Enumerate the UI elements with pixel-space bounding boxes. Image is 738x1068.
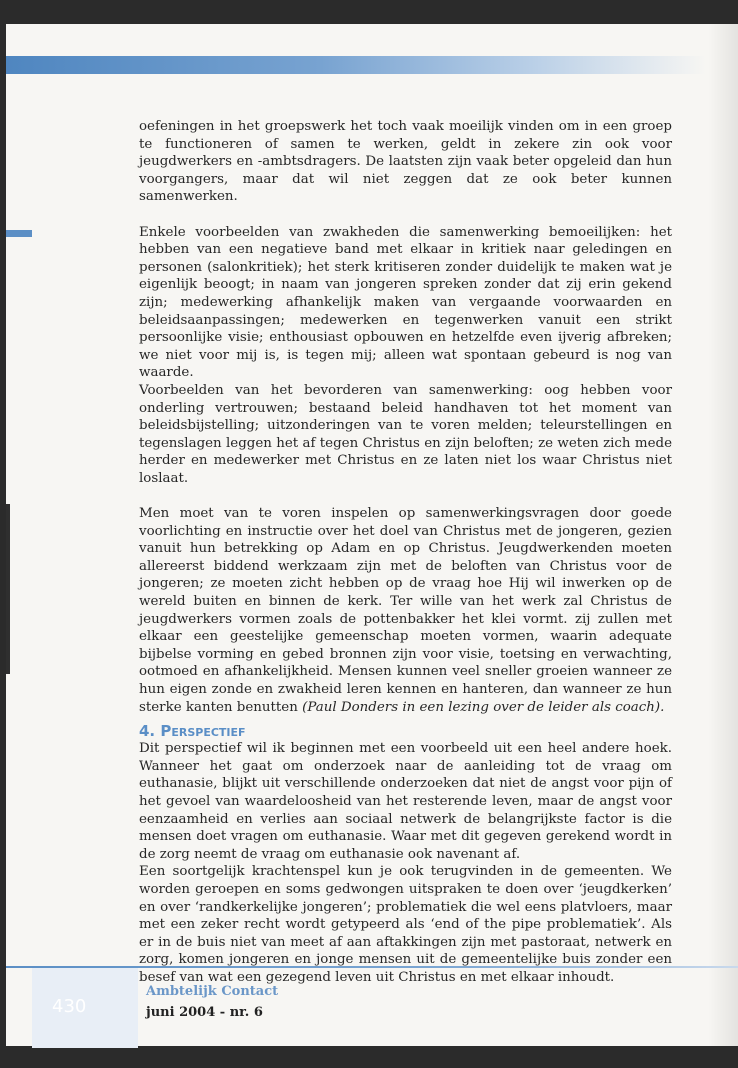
header-color-bar [6, 56, 706, 74]
left-margin-tab [6, 230, 32, 237]
perspective-paragraph-1: Dit perspectief wil ik beginnen met een voorbeeld uit een heel andere hoek. Wanneer het gaat om onderzoek naar de aanleiding tot de vraag om euthanasie, blijkt uit verschillende onderzoeken dat niet de angst voor pijn of het gevoel van waardeloosheid van het resterende leven, maar de angst voor eenzaamheid en verlies aan sociaal netwerk de belangrijkste factor is die mensen doet vragen om euthanasie. Waar met dit gegeven gerekend wordt in de zorg neemt de vraag om euthanasie ook navenant af. [139, 741, 672, 862]
weaknesses-paragraph: Enkele voorbeelden van zwakheden die samenwerking bemoeilijken: het hebben van een negatieve band met elkaar in kritiek naar geledingen en personen (salonkritiek); het sterk kritiseren zonder duidelijk te maken wat je eigenlijk beoogt; in naam van jongeren spreken zonder dat zij erin gekend zijn; medewerking afhankelijk maken van vergaande voorwaarden en beleidsaanpassingen; medewerken en tegenwerken vanuit een strikt persoonlijke visie; enthousiast opbouwen en hetzelfde even ijverig afbreken; we niet voor mij is, is tegen mij; alleen wat spontaan gebeurd is nog van waarde. [139, 224, 672, 381]
preparation-text: Men moet van te voren inspelen op samenwerkingsvragen door goede voorlichting en instructie over het doel van Christus met de jongeren, gezien vanuit hun betrekking op Adam en op Christus. Jeugdwerkenden moeten allereerst biddend werkzaam zijn met de beloften van Christus voor de jongeren; ze moeten zicht hebben op de vraag hoe Hij wil inwerken op de wereld buiten en binnen de kerk. Ter wille van het werk zal Christus de jeugdwerkers vormen zoals de pottenbakker het klei vormt. zij zullen met elkaar een geestelijke gemeenschap moeten vormen, waarin adequate bijbelse vorming en gebed bronnen zijn voor visie, toetsing en verwachting, ootmoed en afhankelijkheid. Mensen kunnen veel sneller groeien wanneer ze hun eigen zonde en zwakheid leren kennen en hanteren, dan wanneer ze hun sterke kanten benutten [139, 506, 672, 715]
spine-shadow [708, 24, 738, 1046]
citation: (Paul Donders in een lezing over de leider als coach). [302, 699, 665, 715]
section-heading: 4. Perspectief [139, 722, 246, 741]
promote-paragraph: Voorbeelden van het bevorderen van samenwerking: oog hebben voor onderling vertrouwen; bestaand beleid handhaven tot het moment van beleidsbijstelling; uitzonderingen van te voren melden; teleurstellingen en tegenslagen leggen het af tegen Christus en zijn beloften; ze weten zich mede herder en medewerker met Christus en ze laten niet los waar Christus niet loslaat. [139, 382, 672, 486]
issue-info: juni 2004 - nr. 6 [146, 1005, 263, 1020]
intro-paragraph: oefeningen in het groepswerk het toch vaak moeilijk vinden om in een groep te functioneren of samen te werken, geldt in zekere zin ook voor jeugdwerkers en -ambtsdragers. De laatsten zijn vaak beter opgeleid dan hun voorgangers, maar dat wil niet zeggen dat ze ook beter kunnen samenwerken. [139, 119, 672, 205]
perspective-paragraph-2: Een soortgelijk krachtenspel kun je ook terugvinden in de gemeenten. We worden geroepen en soms gedwongen uitspraken te doen over ‘jeugdkerken’ en over ‘randkerkelijke jongeren’; problematiek die wel eens platvloers, maar met een zeker recht wordt getypeerd als ‘end of the pipe problematiek’. Als er in de buis niet van meet af aan aftakkingen zijn met pastoraat, netwerk en zorg, komen jongeren en jonge mensen uit de gemeentelijke buis zonder een besef van wat een gezegend leven uit Christus en met elkaar inhoudt. [139, 864, 672, 985]
scan-border-bottom [0, 1046, 738, 1068]
article-body [139, 118, 672, 987]
scan-border-top [0, 0, 738, 24]
preparation-paragraph [139, 505, 672, 716]
page-number: 430 [52, 996, 87, 1017]
left-margin-marker [6, 504, 10, 674]
magazine-name: Ambtelijk Contact [146, 984, 279, 999]
